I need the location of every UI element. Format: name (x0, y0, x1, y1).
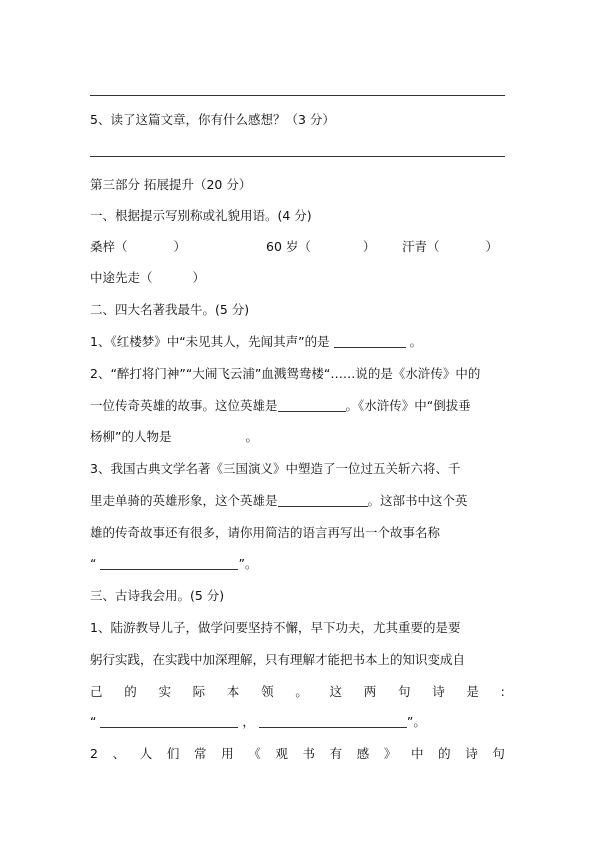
s2-question-3-line-3: 雄的传奇故事还有很多，请你用简洁的语言再写出一个故事名称 (90, 525, 441, 540)
fill-blank[interactable] (100, 715, 238, 728)
s2-question-2-line-2: 一位传奇英雄的故事。这位英雄是 。《水浒传》中“倒拔垂 (90, 398, 471, 413)
item-60-years: 60 岁（ ） (266, 239, 376, 254)
section-3-title: 三、古诗我会用。(5 分) (90, 588, 225, 603)
fill-blank[interactable] (334, 335, 406, 348)
part-title: 第三部分 拓展提升（20 分） (90, 177, 252, 192)
section-1-title: 一、根据提示写别称或礼貌用语。(4 分) (90, 208, 312, 223)
s3-question-1-line-2: 躬行实践，在实践中加深理解，只有理解才能把书本上的知识变成自 (90, 652, 466, 667)
fill-blank[interactable] (278, 494, 368, 507)
s3-question-1-line-3: 己 的 实 际 本 领 。 这 两 句 诗 是 : (90, 684, 505, 699)
item-hanqing: 汗青（ ） (402, 239, 499, 254)
s3-question-1-line-1: 1、陆游教导儿子，做学问要坚持不懈，早下功夫，尤其重要的是要 (90, 620, 461, 635)
item-sangzi: 桑梓（ ） (90, 239, 187, 254)
fill-blank[interactable] (100, 557, 238, 570)
s2-question-3-line-2: 里走单骑的英雄形象，这个英雄是 。这部书中这个英 (90, 493, 468, 508)
s2-question-3-line-1: 3、我国古典文学名著《三国演义》中塑造了一位过五关斩六将、千 (90, 461, 461, 476)
s2-question-2-line-3: 杨柳”的人物是 。 (90, 429, 258, 444)
question-5: 5、读了这篇文章，你有什么感想？（3 分） (90, 112, 335, 127)
s3-question-1-line-4: “ ， ”。 (90, 714, 426, 729)
item-leave-early: 中途先走（ ） (90, 270, 206, 285)
answer-line (90, 156, 505, 157)
answer-line (90, 95, 505, 96)
fill-blank[interactable] (278, 399, 346, 412)
s2-question-3-line-4: “ ”。 (90, 556, 258, 571)
s2-question-1: 1、《红楼梦》中“未见其人，先闻其声”的是 。 (90, 334, 423, 349)
section-2-title: 二、四大名著我最牛。(5 分) (90, 302, 250, 317)
s2-question-2-line-1: 2、“醉打将门神”“大闹飞云浦”血溅鸳鸯楼“……说的是《水浒传》中的 (90, 366, 481, 381)
s3-question-2-line-1: 2 、 人 们 常 用 《 观 书 有 感 》 中 的 诗 句 (90, 746, 505, 761)
fill-blank[interactable] (259, 715, 407, 728)
